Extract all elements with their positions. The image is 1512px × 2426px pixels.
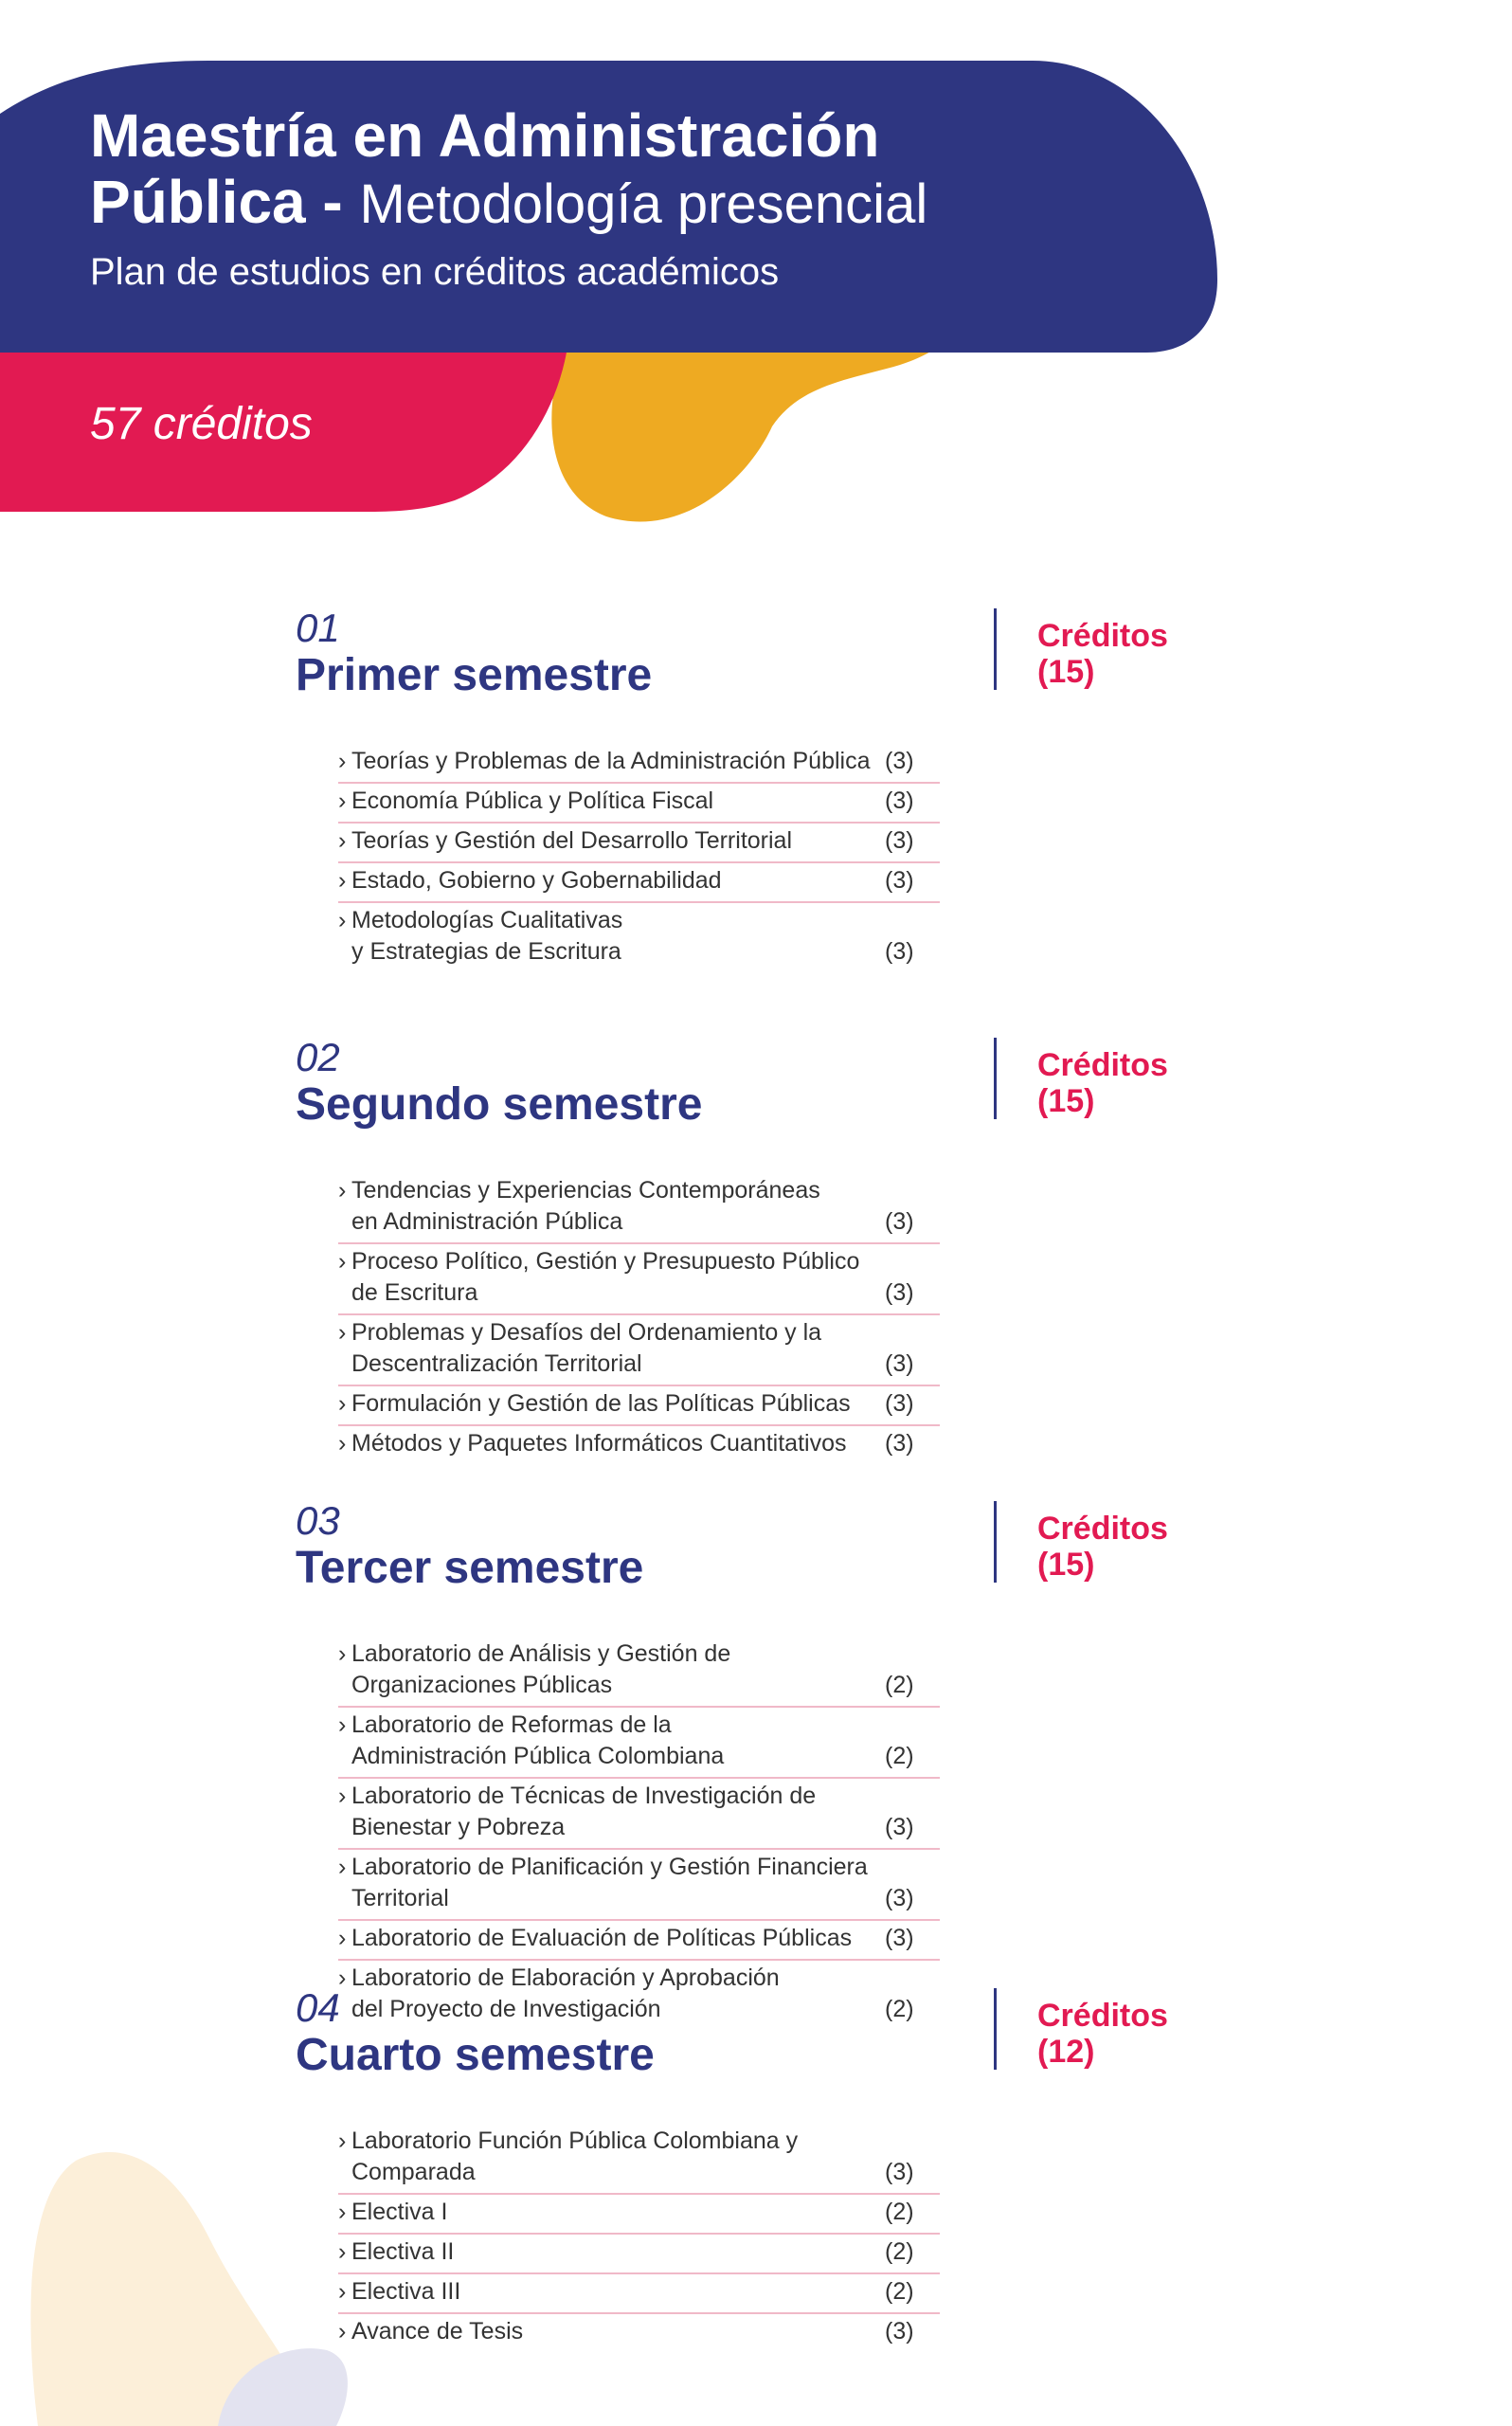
semester-number: 04 — [296, 1985, 340, 2030]
course-title: Laboratorio de Elaboración y Aprobación del Proyecto de Investigación — [351, 1964, 780, 2022]
course-credits: (3) — [885, 1430, 914, 1457]
course-name — [338, 746, 871, 777]
course-row — [338, 1637, 940, 1708]
course-name — [338, 2197, 447, 2228]
chevron-right-icon: › — [338, 867, 347, 894]
course-list — [338, 1173, 940, 1464]
course-row — [338, 1426, 940, 1464]
course-row — [338, 1173, 940, 1244]
course-credits: (3) — [885, 1885, 914, 1911]
course-credits: (3) — [885, 2318, 914, 2345]
semester-number: 02 — [296, 1035, 340, 1079]
course-title: Proceso Político, Gestión y Presupuesto Público de Escritura — [351, 1248, 860, 1306]
semester-header — [296, 606, 1196, 700]
semester-divider — [994, 1501, 997, 1583]
course-row — [338, 1315, 940, 1386]
course-name — [338, 905, 622, 968]
program-title-line1: Maestría en Administración — [90, 101, 880, 170]
course-name — [338, 1317, 821, 1380]
chevron-right-icon: › — [338, 907, 347, 933]
header — [90, 102, 927, 295]
course-credits: (2) — [885, 1743, 914, 1769]
course-name — [338, 1710, 724, 1772]
chevron-right-icon: › — [338, 1430, 347, 1457]
semester-credits-label: Créditos — [1037, 1047, 1168, 1083]
course-title: Electiva I — [351, 2199, 448, 2225]
course-name — [338, 2126, 885, 2188]
course-credits: (3) — [885, 1208, 914, 1235]
course-row — [338, 1850, 940, 1921]
semester-title: Primer semestre — [296, 650, 653, 700]
semester-credits-value: (15) — [1037, 654, 1095, 690]
semester-divider — [994, 1038, 997, 1119]
semester-3 — [296, 1499, 1196, 2030]
course-row — [338, 2235, 940, 2274]
course-name — [338, 1852, 885, 1914]
course-name — [338, 1781, 885, 1843]
chevron-right-icon: › — [338, 788, 347, 814]
course-title: Economía Pública y Política Fiscal — [351, 788, 714, 814]
program-title-bold: Pública - — [90, 168, 343, 236]
semester-credits — [1037, 1047, 1168, 1119]
chevron-right-icon: › — [338, 1964, 347, 1991]
course-title: Laboratorio de Técnicas de Investigación de Bienestar y Pobreza — [351, 1783, 817, 1840]
chevron-right-icon: › — [338, 1711, 347, 1738]
semester-credits-value: (15) — [1037, 1547, 1095, 1583]
course-title: Electiva II — [351, 2238, 455, 2265]
course-credits: (3) — [885, 1279, 914, 1306]
course-name — [338, 1428, 847, 1459]
semester-credits-value: (15) — [1037, 1083, 1095, 1119]
course-credits: (3) — [885, 1350, 914, 1377]
semester-credits-value: (12) — [1037, 2034, 1095, 2070]
semester-title: Cuarto semestre — [296, 2030, 655, 2080]
course-name — [338, 1923, 852, 1954]
program-methodology: Metodología presencial — [359, 173, 928, 235]
course-name — [338, 2236, 454, 2268]
course-credits: (3) — [885, 748, 914, 774]
course-list — [338, 1637, 940, 2030]
course-name — [338, 2316, 523, 2347]
course-credits: (3) — [885, 938, 914, 965]
semester-credits-label: Créditos — [1037, 618, 1168, 654]
course-row — [338, 744, 940, 784]
course-title: Métodos y Paquetes Informáticos Cuantitativos — [351, 1430, 847, 1457]
course-title: Problemas y Desafíos del Ordenamiento y la Descentralización Territorial — [351, 1319, 822, 1377]
course-credits: (2) — [885, 1672, 914, 1698]
course-row — [338, 863, 940, 903]
course-name — [338, 825, 792, 857]
course-name — [338, 1638, 885, 1701]
semester-header — [296, 1498, 1196, 1593]
course-row — [338, 784, 940, 824]
chevron-right-icon: › — [338, 1783, 347, 1809]
program-title-line2 — [90, 169, 927, 238]
course-name — [338, 786, 713, 817]
semester-number: 01 — [296, 606, 340, 650]
semester-credits-label: Créditos — [1037, 1511, 1168, 1547]
course-list — [338, 744, 940, 972]
course-row — [338, 2274, 940, 2314]
course-credits: (3) — [885, 867, 914, 894]
semester-1 — [296, 606, 1196, 972]
chevron-right-icon: › — [338, 1177, 347, 1204]
chevron-right-icon: › — [338, 2318, 347, 2345]
course-credits: (3) — [885, 788, 914, 814]
course-name — [338, 865, 722, 896]
semester-4 — [296, 1986, 1196, 2352]
course-credits: (2) — [885, 2238, 914, 2265]
course-row — [338, 903, 940, 972]
chevron-right-icon: › — [338, 2278, 347, 2305]
course-title: Tendencias y Experiencias Contemporáneas en Administración Pública — [351, 1177, 820, 1235]
course-title: Teorías y Gestión del Desarrollo Territorial — [351, 827, 793, 854]
course-row — [338, 1708, 940, 1779]
course-title: Electiva III — [351, 2278, 461, 2305]
course-name — [338, 1246, 885, 1309]
course-name — [338, 1175, 820, 1238]
chevron-right-icon: › — [338, 1925, 347, 1951]
course-row — [338, 2124, 940, 2195]
course-list — [338, 2124, 940, 2352]
course-credits: (2) — [885, 2199, 914, 2225]
chevron-right-icon: › — [338, 1854, 347, 1880]
semester-title: Tercer semestre — [296, 1543, 644, 1593]
course-row — [338, 824, 940, 863]
semester-divider — [994, 1988, 997, 2070]
chevron-right-icon: › — [338, 1248, 347, 1275]
chevron-right-icon: › — [338, 2238, 347, 2265]
semester-header — [296, 1035, 1196, 1130]
yellow-blob-shape — [551, 332, 948, 522]
course-name — [338, 1388, 851, 1420]
course-title: Laboratorio de Evaluación de Políticas Públicas — [351, 1925, 853, 1951]
semester-number: 03 — [296, 1498, 340, 1543]
course-title: Laboratorio de Reformas de la Administración Pública Colombiana — [351, 1711, 725, 1769]
semester-credits — [1037, 1998, 1168, 2070]
chevron-right-icon: › — [338, 2127, 347, 2154]
semester-credits-label: Créditos — [1037, 1998, 1168, 2034]
semester-title: Segundo semestre — [296, 1079, 703, 1130]
chevron-right-icon: › — [338, 748, 347, 774]
semester-credits — [1037, 1511, 1168, 1583]
course-name — [338, 2276, 460, 2308]
course-title: Metodologías Cualitativas y Estrategias de Escritura — [351, 907, 623, 965]
chevron-right-icon: › — [338, 2199, 347, 2225]
course-credits: (3) — [885, 1925, 914, 1951]
course-title: Formulación y Gestión de las Políticas Públicas — [351, 1390, 851, 1417]
total-credits: 57 créditos — [90, 399, 313, 449]
course-title: Laboratorio de Planificación y Gestión Financiera Territorial — [351, 1854, 868, 1911]
course-title: Estado, Gobierno y Gobernabilidad — [351, 867, 722, 894]
course-row — [338, 1244, 940, 1315]
chevron-right-icon: › — [338, 1640, 347, 1667]
course-title: Avance de Tesis — [351, 2318, 524, 2345]
course-row — [338, 2314, 940, 2352]
semester-header — [296, 1985, 1196, 2080]
course-credits: (3) — [885, 1814, 914, 1840]
course-credits: (3) — [885, 2159, 914, 2185]
semester-2 — [296, 1036, 1196, 1464]
course-credits: (2) — [885, 2278, 914, 2305]
course-row — [338, 1386, 940, 1426]
chevron-right-icon: › — [338, 1390, 347, 1417]
course-credits: (3) — [885, 827, 914, 854]
chevron-right-icon: › — [338, 1319, 347, 1346]
course-row — [338, 1779, 940, 1850]
course-title: Laboratorio Función Pública Colombiana y Comparada — [351, 2127, 799, 2185]
course-credits: (3) — [885, 1390, 914, 1417]
course-title: Teorías y Problemas de la Administración Pública — [351, 748, 871, 774]
semester-divider — [994, 608, 997, 690]
course-row — [338, 1921, 940, 1961]
program-subtitle: Plan de estudios en créditos académicos — [90, 251, 780, 293]
course-credits: (2) — [885, 1996, 914, 2022]
course-row — [338, 2195, 940, 2235]
course-title: Laboratorio de Análisis y Gestión de Organizaciones Públicas — [351, 1640, 731, 1698]
chevron-right-icon: › — [338, 827, 347, 854]
semester-credits — [1037, 618, 1168, 690]
